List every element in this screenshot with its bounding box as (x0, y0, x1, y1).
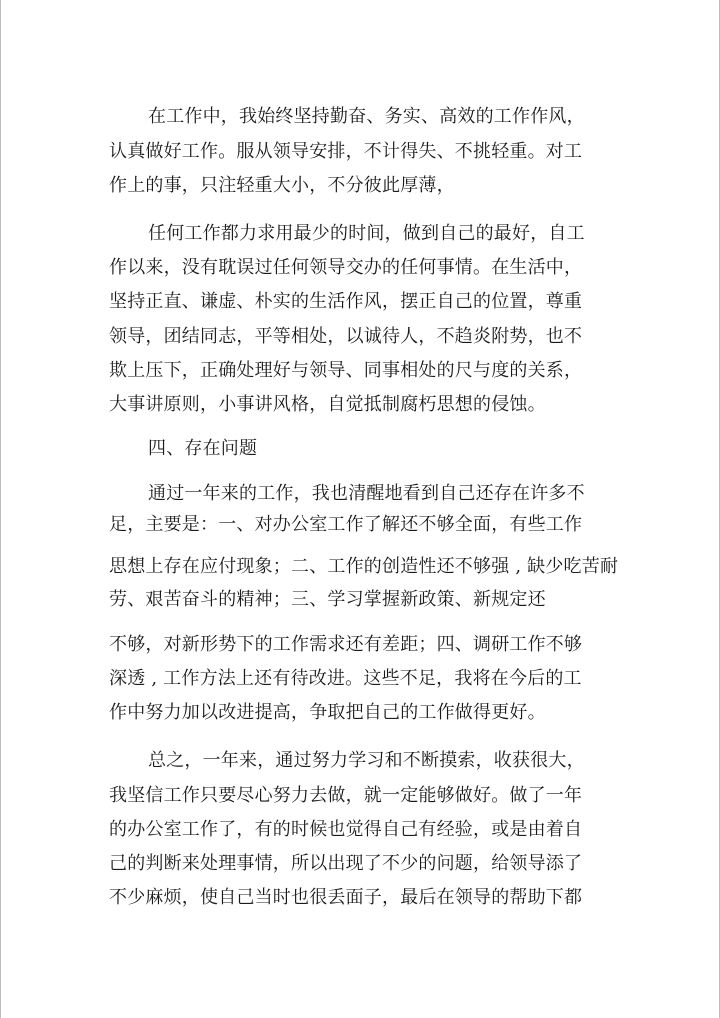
text-line: 足，主要是：一、对办公室工作了解还不够全面，有些工作 (109, 514, 583, 535)
text-line: 坚持正直、谦虚、朴实的生活作风，摆正自己的位置，尊重 (109, 291, 583, 312)
text-line: 领导，团结同志，平等相处，以诚待人，不趋炎附势，也不 (109, 326, 583, 347)
text-line: 作以来，没有耽误过任何领导交办的任何事情。在生活中， (109, 257, 583, 278)
text-line: 欺上压下，正确处理好与领导、同事相处的尺与度的关系， (109, 360, 583, 381)
text-line: 任何工作都力求用最少的时间，做到自己的最好，自工 (148, 223, 585, 244)
text-line: 深透 , 工作方法上还有待改进。这些不足，我将在今后的工 (109, 668, 582, 689)
text-line: 总之，一年来，通过努力学习和不断摸索，收获很大， (148, 750, 585, 771)
text-line: 思想上存在应付现象；二、工作的创造性还不够强 , 缺少吃苦耐 (109, 556, 619, 577)
text-line: 作中努力加以改进提高，争取把自己的工作做得更好。 (109, 702, 546, 723)
section-heading: 四、存在问题 (148, 438, 258, 459)
text-line: 大事讲原则，小事讲风格，自觉抵制腐朽思想的侵蚀。 (109, 394, 546, 415)
text-line: 通过一年来的工作，我也清醒地看到自己还存在许多不 (148, 483, 585, 504)
text-line: 我坚信工作只要尽心努力去做，就一定能够做好。做了一年 (109, 785, 583, 806)
text-line: 认真做好工作。服从领导安排，不计得失、不挑轻重。对工 (109, 141, 583, 162)
text-line: 不少麻烦，使自己当时也很丢面子，最后在领导的帮助下都 (109, 887, 583, 908)
text-line: 不够，对新形势下的工作需求还有差距；四、调研工作不够 (109, 634, 583, 655)
text-line: 己的判断来处理事情，所以出现了不少的问题，给领导添了 (109, 853, 583, 874)
text-line: 在工作中，我始终坚持勤奋、务实、高效的工作作风， (148, 106, 585, 127)
text-line: 的办公室工作了，有的时候也觉得自己有经验，或是由着自 (109, 819, 583, 840)
text-line: 劳、艰苦奋斗的精神；三、学习掌握新政策、新规定还 (109, 589, 546, 610)
text-line: 作上的事，只注轻重大小，不分彼此厚薄， (109, 175, 455, 196)
